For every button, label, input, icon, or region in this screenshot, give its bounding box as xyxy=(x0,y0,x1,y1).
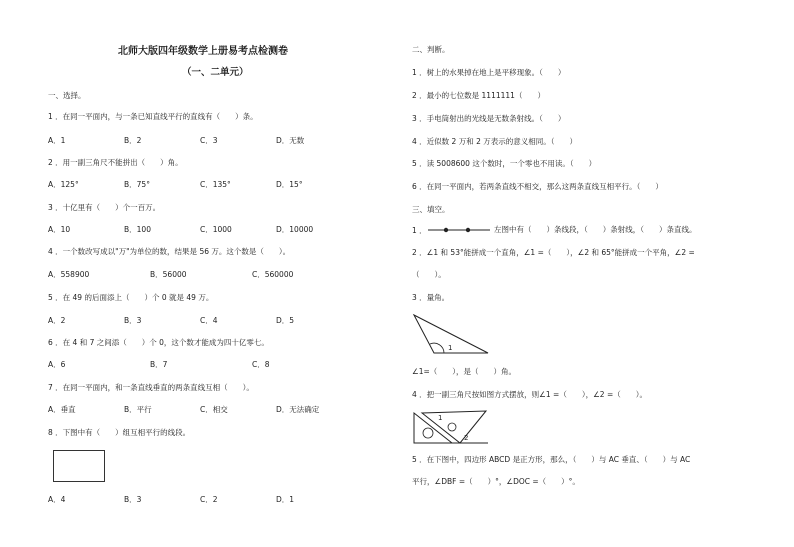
q2-option-d: D．15° xyxy=(276,180,303,189)
fill-2-line2: （ ）。 xyxy=(412,270,446,279)
q7-option-b: B．平行 xyxy=(124,405,152,414)
q6-option-a: A．6 xyxy=(48,360,66,369)
page-subtitle: （一、二单元） xyxy=(182,67,249,78)
question-8: 8 ．下图中有（ ）组互相平行的线段。 xyxy=(48,428,191,437)
q1-option-d: D．无数 xyxy=(276,136,305,145)
fill-5-line1: 5 ．在下图中，四边形 ABCD 是正方形，那么，（ ）与 AC 垂直、（ ）与 AC xyxy=(412,455,691,464)
judge-6: 6 ．在同一平面内，若两条直线不相交，那么这两条直线互相平行。（ ） xyxy=(412,182,663,191)
q7-option-c: C．相交 xyxy=(200,405,228,414)
q1-option-a: A．1 xyxy=(48,136,66,145)
q5-option-a: A．2 xyxy=(48,316,66,325)
judge-4: 4 ．近似数 2 万和 2 万表示的意义相同。（ ） xyxy=(412,137,577,146)
q6-option-b: B．7 xyxy=(150,360,168,369)
angle-2-label: 2 xyxy=(464,434,469,442)
question-5: 5 ．在 49 的后面添上（ ）个 0 就是 49 万。 xyxy=(48,293,214,302)
judge-3: 3 ．手电筒射出的光线是无数条射线。（ ） xyxy=(412,114,566,123)
q5-option-b: B．3 xyxy=(124,316,142,325)
q7-option-d: D．无法确定 xyxy=(276,405,320,414)
q8-option-d: D．1 xyxy=(276,495,295,504)
judge-5: 5 ．读 5008600 这个数时，一个零也不用读。（ ） xyxy=(412,159,597,168)
set-squares-figure xyxy=(412,405,492,445)
q2-option-a: A．125° xyxy=(48,180,79,189)
q5-option-d: D．5 xyxy=(276,316,295,325)
angle-1-label: 1 xyxy=(438,414,443,422)
q3-option-a: A．10 xyxy=(48,225,71,234)
q3-option-c: C．1000 xyxy=(200,225,232,234)
fill-4: 4 ．把一副三角尺按如图方式摆放，则∠1 =（ ），∠2 =（ ）。 xyxy=(412,390,647,399)
q2-option-c: C．135° xyxy=(200,180,231,189)
q7-option-a: A．垂直 xyxy=(48,405,76,414)
q3-option-b: B．100 xyxy=(124,225,151,234)
fill-5-line2: 平行，∠DBF =（ ）°，∠DOC =（ ）°。 xyxy=(412,477,580,486)
q3-option-d: D．10000 xyxy=(276,225,314,234)
question-3: 3 ．十亿里有（ ）个一百万。 xyxy=(48,203,161,212)
q8-option-b: B．3 xyxy=(124,495,142,504)
q8-option-c: C．2 xyxy=(200,495,218,504)
q8-option-a: A．4 xyxy=(48,495,66,504)
triangle-angle-figure xyxy=(412,312,492,356)
section-heading-judge: 二、判断。 xyxy=(412,45,450,54)
fill-3-answer: ∠1=（ ），是（ ）角。 xyxy=(412,367,517,376)
question-2: 2 ．用一副三角尺不能拼出（ ）角。 xyxy=(48,158,183,167)
q5-option-c: C．4 xyxy=(200,316,218,325)
fill-3: 3 ．量角。 xyxy=(412,293,450,302)
section-heading-fill: 三、填空。 xyxy=(412,205,450,214)
q4-option-a: A．558900 xyxy=(48,270,90,279)
fill-2-line1: 2 ．∠1 和 53°能拼成一个直角，∠1 =（ ），∠2 和 65°能拼成一个平角，∠2 = xyxy=(412,248,695,257)
question-7: 7 ．在同一平面内，和一条直线垂直的两条直线互相（ ）。 xyxy=(48,383,254,392)
q4-option-b: B．56000 xyxy=(150,270,187,279)
q4-option-c: C．560000 xyxy=(252,270,294,279)
page-title: 北师大版四年级数学上册易考点检测卷 xyxy=(118,46,288,57)
q6-option-c: C．8 xyxy=(252,360,270,369)
svg-text:1 ．: 1 ． xyxy=(412,226,427,235)
question-6: 6 ．在 4 和 7 之间添（ ）个 0，这个数才能成为四十亿零七。 xyxy=(48,338,269,347)
q1-option-c: C．3 xyxy=(200,136,218,145)
q1-option-b: B．2 xyxy=(124,136,142,145)
question-4: 4 ．一个数改写成以"万"为单位的数，结果是 56 万。这个数是（ ）。 xyxy=(48,247,291,256)
question-1: 1 ．在同一平面内，与一条已知直线平行的直线有（ ）条。 xyxy=(48,112,258,121)
judge-2: 2 ．最小的七位数是 1111111（ ） xyxy=(412,91,545,100)
judge-1: 1 ．树上的水果掉在地上是平移现象。（ ） xyxy=(412,68,566,77)
line-segment-figure xyxy=(412,224,492,236)
q2-option-b: B．75° xyxy=(124,180,150,189)
section-heading-choice: 一、选择。 xyxy=(48,91,86,100)
rectangle-figure xyxy=(53,450,105,482)
fill-1: 左图中有（ ）条线段，（ ）条射线，（ ）条直线。 xyxy=(494,225,697,234)
angle-1-label: 1 xyxy=(448,344,453,352)
